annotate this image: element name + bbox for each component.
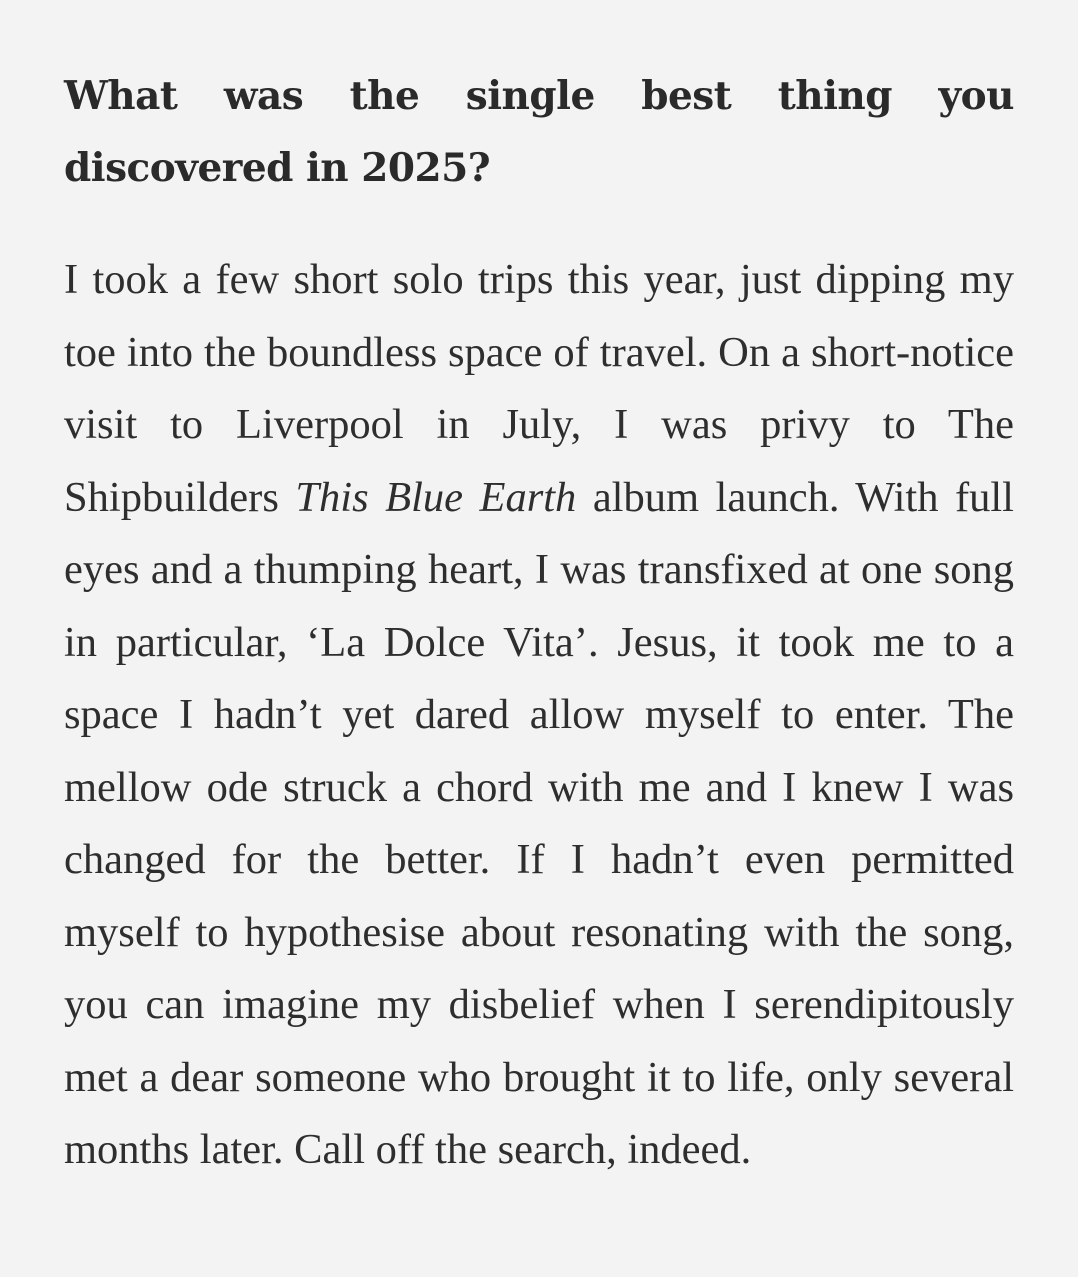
- answer-text-part1: I took a few short solo trips this year, just dipping my toe into the boundless space of travel. On a short-notice visit to Liverpool in July, I was privy to The Shipbuilders: [64, 256, 1014, 521]
- answer-text-part2: album launch. With full eyes and a thumping heart, I was transfixed at one song in particular, ‘La Dolce Vita’. Jesus, it took me to a space I hadn’t yet dared allow myself to enter. The mellow ode struck a chord with me and I knew I was changed for the better. If I hadn’t even permitted myself to hypothesise about resonating with the song, you can imagine my disbelief when I serendipitously met a dear someone who brought it to life, only several months later. Call off the search, indeed.: [64, 473, 1014, 1173]
- album-title: This Blue Earth: [295, 473, 577, 521]
- answer-paragraph: [64, 244, 1014, 1187]
- question-heading: What was the single best thing you discovered in 2025?: [64, 73, 1014, 191]
